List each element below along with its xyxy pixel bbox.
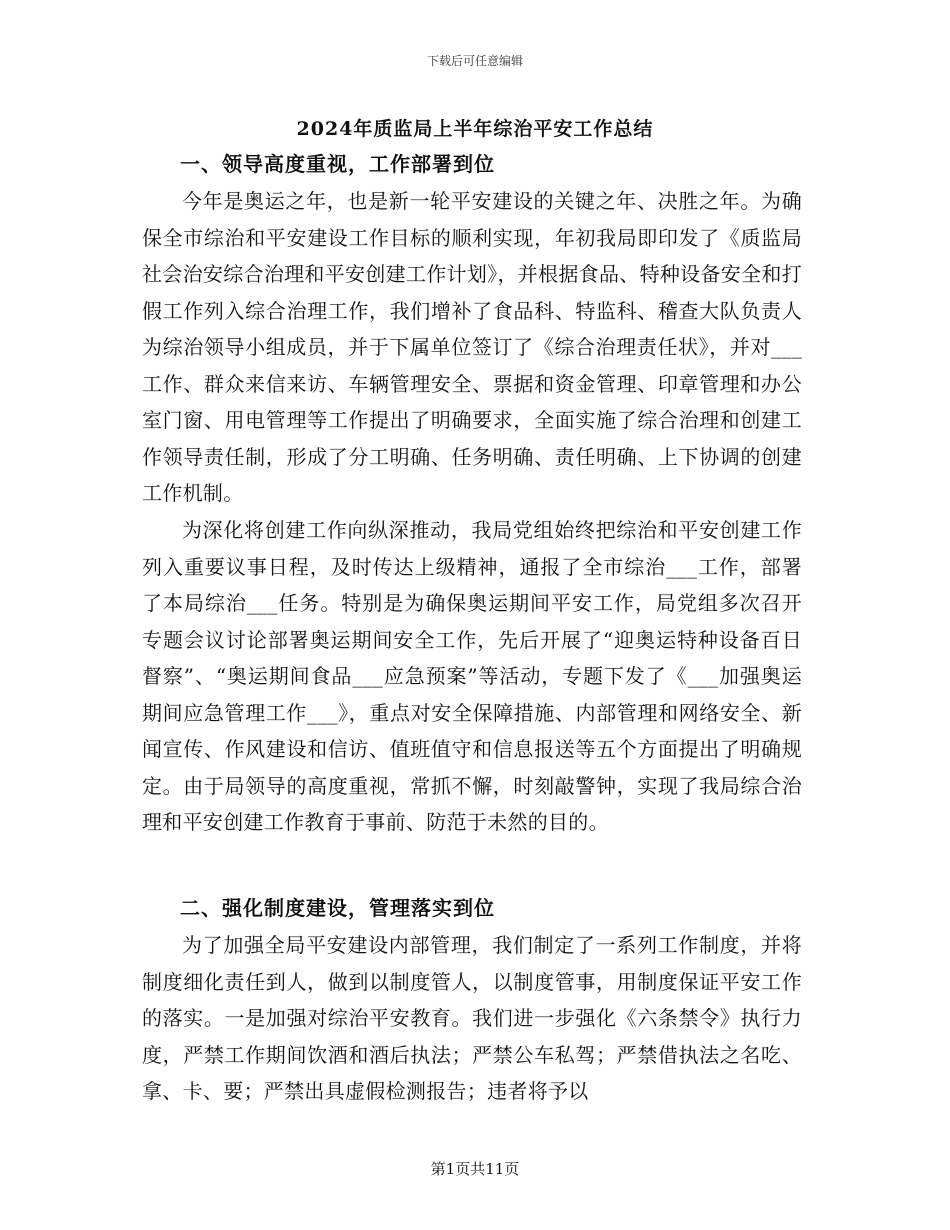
- paragraph-2: 为深化将创建工作向纵深推动，我局党组始终把综治和平安创建工作列入重要议事日程，及时传达上级精神，通报了全市综治___工作，部署了本局综治___任务。特别是为确保奥运期间平安工作，局党组多次召开专题会议讨论部署奥运期间安全工作，先后开展了“迎奥运特种设备百日督察”、“奥运期间食品___应急预案”等活动，专题下发了《___加强奥运期间应急管理工作___》，重点对安全保障措施、内部管理和网络安全、新闻宣传、作风建设和信访、值班值守和信息报送等五个方面提出了明确规定。由于局领导的高度重视，常抓不懈，时刻敲警钟，实现了我局综合治理和平安创建工作教育于事前、防范于未然的目的。: [142, 518, 802, 834]
- section-heading-2: 二、强化制度建设，管理落实到位: [180, 896, 495, 920]
- section-heading-1: 一、领导高度重视，工作部署到位: [180, 152, 495, 176]
- paragraph-3: 为了加强全局平安建设内部管理，我们制定了一系列工作制度，并将制度细化责任到人，做到以制度管人，以制度管事，用制度保证平安工作的落实。一是加强对综治平安教育。我们进一步强化《六条禁令》执行力度，严禁工作期间饮酒和酒后执法；严禁公车私驾；严禁借执法之名吃、拿、卡、要；严禁出具虚假检测报告；违者将予以: [142, 933, 802, 1103]
- page-footer: 第1页共11页: [430, 1160, 520, 1178]
- document-title: 2024年质监局上半年综治平安工作总结: [296, 118, 654, 140]
- header-note: 下载后可任意编辑: [426, 54, 523, 68]
- paragraph-1: 今年是奥运之年，也是新一轮平安建设的关键之年、决胜之年。为确保全市综治和平安建设工作目标的顺利实现，年初我局即印发了《质监局社会治安综合治理和平安创建工作计划》，并根据食品、特种设备安全和打假工作列入综合治理工作，我们增补了食品科、特监科、稽查大队负责人为综治领导小组成员，并于下属单位签订了《综合治理责任状》，并对___工作、群众来信来访、车辆管理安全、票据和资金管理、印章管理和办公室门窗、用电管理等工作提出了明确要求，全面实施了综合治理和创建工作领导责任制，形成了分工明确、任务明确、责任明确、上下协调的创建工作机制。: [142, 189, 802, 505]
